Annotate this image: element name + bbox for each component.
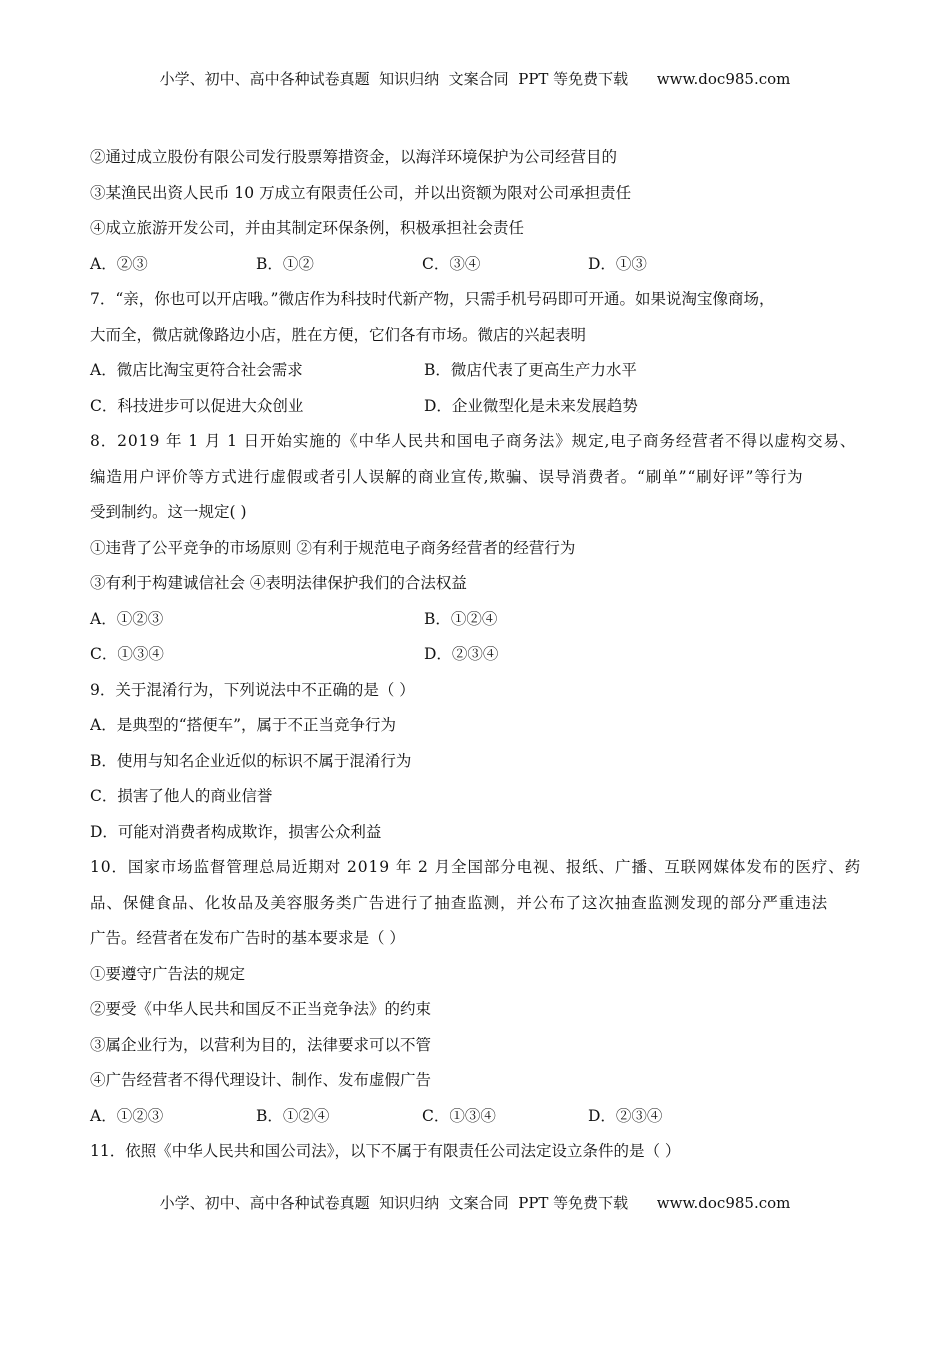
q7-options-row-1 xyxy=(90,353,870,389)
q9-option-c: C．损害了他人的商业信誉 xyxy=(90,787,273,805)
q8-option-a: A．①②③ xyxy=(90,609,164,628)
q8-options-row-2 xyxy=(90,637,870,673)
q10-options xyxy=(90,1099,870,1135)
q8-stem-line-1: 8．2019 年 1 月 1 日开始实施的《中华人民共和国电子商务法》规定,电子商务经营者不得以虚构交易、 xyxy=(90,432,857,450)
q10-option-a: A．①②③ xyxy=(90,1106,164,1125)
q7-stem-line-1: 7．“亲，你也可以开店哦。”微店作为科技时代新产物，只需手机号码即可开通。如果说淘宝像商场， xyxy=(90,290,775,308)
q6-option-c: C．③④ xyxy=(422,254,481,273)
q6-option-d: D．①③ xyxy=(588,254,647,273)
q7-option-b: B．微店代表了更高生产力水平 xyxy=(424,361,637,379)
q6-item-3: ③某渔民出资人民币 10 万成立有限责任公司，并以出资额为限对公司承担责任 xyxy=(90,183,632,202)
q6-option-b: B．①② xyxy=(256,254,314,273)
q9-option-a: A．是典型的“搭便车”，属于不正当竞争行为 xyxy=(90,716,397,734)
q10-option-b: B．①②④ xyxy=(256,1106,330,1125)
q8-item-line-2: ③有利于构建诚信社会 ④表明法律保护我们的合法权益 xyxy=(90,574,467,592)
q10-item-1: ①要遵守广告法的规定 xyxy=(90,964,246,983)
question-content xyxy=(90,140,870,1170)
q10-item-4: ④广告经营者不得代理设计、制作、发布虚假广告 xyxy=(90,1071,432,1089)
page-footer: 小学、初中、高中各种试卷真题 知识归纳 文案合同 PPT 等免费下载 www.doc985.com xyxy=(159,1194,791,1212)
q8-option-b: B．①②④ xyxy=(424,609,498,628)
q8-stem-line-2: 编造用户评价等方式进行虚假或者引人误解的商业宣传,欺骗、误导消费者。“刷单”“刷好评”等行为 xyxy=(90,467,804,486)
q10-stem-line-1: 10．国家市场监督管理总局近期对 2019 年 2 月全国部分电视、报纸、广播、互联网媒体发布的医疗、药 xyxy=(90,858,862,876)
q8-options-row-1 xyxy=(90,602,870,638)
q7-option-a: A．微店比淘宝更符合社会需求 xyxy=(90,361,303,379)
q6-option-a: A．②③ xyxy=(90,254,148,273)
q9-stem: 9．关于混淆行为，下列说法中不正确的是（ ） xyxy=(90,680,415,699)
page-header: 小学、初中、高中各种试卷真题 知识归纳 文案合同 PPT 等免费下载 www.doc985.com xyxy=(159,70,791,88)
q6-item-2: ②通过成立股份有限公司发行股票筹措资金，以海洋环境保护为公司经营目的 xyxy=(90,148,618,166)
q9-option-b: B．使用与知名企业近似的标识不属于混淆行为 xyxy=(90,751,412,770)
q10-stem-line-2: 品、保健食品、化妆品及美容服务类广告进行了抽查监测，并公布了这次抽查监测发现的部分严重违法 xyxy=(90,893,829,912)
q8-option-d: D．②③④ xyxy=(424,645,499,663)
q10-item-3: ③属企业行为，以营利为目的，法律要求可以不管 xyxy=(90,1035,432,1054)
q10-option-c: C．①③④ xyxy=(422,1106,496,1125)
q7-options-row-2 xyxy=(90,389,870,425)
q9-option-d: D．可能对消费者构成欺诈，损害公众利益 xyxy=(90,822,382,841)
q10-stem-line-3: 广告。经营者在发布广告时的基本要求是（ ） xyxy=(90,929,405,947)
q6-options xyxy=(90,247,870,283)
q10-option-d: D．②③④ xyxy=(588,1106,663,1125)
q7-option-c: C．科技进步可以促进大众创业 xyxy=(90,396,304,415)
q7-option-d: D．企业微型化是未来发展趋势 xyxy=(424,396,638,415)
q10-item-2: ②要受《中华人民共和国反不正当竞争法》的约束 xyxy=(90,1000,432,1018)
q8-stem-line-3: 受到制约。这一规定( ) xyxy=(90,503,247,521)
q11-stem: 11．依照《中华人民共和国公司法》，以下不属于有限责任公司法定设立条件的是（ ） xyxy=(90,1142,681,1160)
q6-item-4: ④成立旅游开发公司，并由其制定环保条例，积极承担社会责任 xyxy=(90,219,525,237)
q8-option-c: C．①③④ xyxy=(90,645,164,663)
q7-stem-line-2: 大而全，微店就像路边小店，胜在方便，它们各有市场。微店的兴起表明 xyxy=(90,325,587,344)
q8-item-line-1: ①违背了公平竞争的市场原则 ②有利于规范电子商务经营者的经营行为 xyxy=(90,538,576,557)
